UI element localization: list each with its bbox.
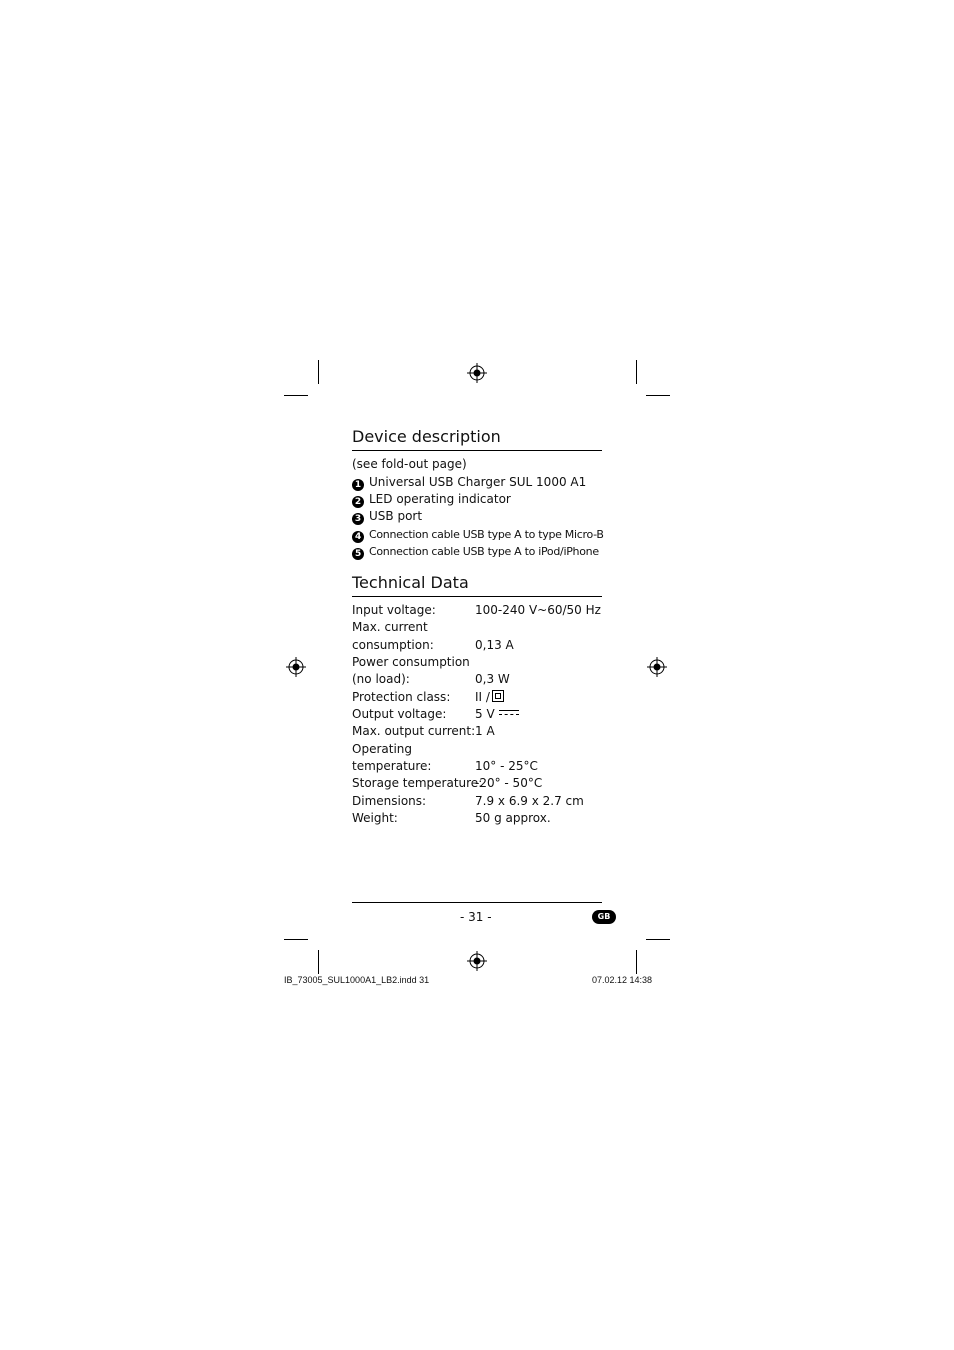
- list-item-text: Connection cable USB type A to iPod/iPhone: [369, 545, 599, 558]
- spec-label: Protection class:: [352, 690, 451, 704]
- spec-label: consumption:: [352, 638, 434, 652]
- slug-date-time: 07.02.12 14:38: [592, 975, 653, 985]
- item-number-badge: 2: [352, 496, 364, 508]
- registration-mark-icon: [467, 363, 487, 383]
- item-number-badge: 4: [352, 531, 364, 543]
- spec-label: Max. current: [352, 620, 428, 634]
- registration-mark-icon: [647, 657, 667, 677]
- spec-label: Weight:: [352, 811, 398, 825]
- fold-out-note: (see fold-out page): [352, 457, 467, 471]
- crop-mark: [646, 939, 670, 940]
- item-number-badge: 1: [352, 479, 364, 491]
- list-item: [352, 491, 511, 508]
- crop-mark: [284, 939, 308, 940]
- spec-label: Max. output current:: [352, 724, 476, 738]
- spec-value-output-voltage: [475, 706, 519, 723]
- footer-rule: [352, 902, 602, 903]
- spec-label: Output voltage:: [352, 707, 447, 721]
- spec-value: 100-240 V~60/50 Hz: [475, 603, 601, 617]
- spec-value: 10° - 25°C: [475, 759, 538, 773]
- spec-label: Input voltage:: [352, 603, 436, 617]
- spec-value: 5 V: [475, 707, 495, 721]
- crop-mark: [318, 950, 319, 974]
- crop-mark: [284, 395, 308, 396]
- section-heading-technical-data: Technical Data: [352, 573, 469, 592]
- language-badge: GB: [592, 910, 616, 924]
- spec-label: temperature:: [352, 759, 432, 773]
- slug-file-name: IB_73005_SUL1000A1_LB2.indd 31: [284, 975, 430, 985]
- item-number-badge: 3: [352, 513, 364, 525]
- list-item: [352, 543, 599, 560]
- crop-mark: [318, 360, 319, 384]
- spec-value-protection-class: [475, 689, 504, 706]
- spec-label: Power consumption: [352, 655, 470, 669]
- spec-value: 50 g approx.: [475, 811, 551, 825]
- spec-label: Operating: [352, 742, 412, 756]
- list-item: [352, 508, 422, 525]
- list-item-text: USB port: [369, 509, 423, 523]
- heading-rule: [352, 596, 602, 597]
- direct-current-icon: [499, 710, 519, 717]
- list-item-text: LED operating indicator: [369, 492, 511, 506]
- list-item-text: Connection cable USB type A to type Micro-B: [369, 528, 604, 541]
- spec-value: 1 A: [475, 724, 495, 738]
- spec-value: 7.9 x 6.9 x 2.7 cm: [475, 794, 584, 808]
- spec-label: (no load):: [352, 672, 410, 686]
- page-number: - 31 -: [460, 910, 492, 924]
- spec-value: II /: [475, 690, 490, 704]
- list-item: [352, 474, 586, 491]
- spec-value: 0,13 A: [475, 638, 514, 652]
- section-heading-device-description: Device description: [352, 427, 501, 446]
- list-item: [352, 526, 604, 543]
- item-number-badge: 5: [352, 548, 364, 560]
- spec-label: Dimensions:: [352, 794, 427, 808]
- registration-mark-icon: [286, 657, 306, 677]
- spec-value: 0,3 W: [475, 672, 510, 686]
- crop-mark: [646, 395, 670, 396]
- heading-rule: [352, 450, 602, 451]
- double-insulation-icon: [492, 690, 504, 702]
- crop-mark: [636, 360, 637, 384]
- list-item-text: Universal USB Charger SUL 1000 A1: [369, 475, 587, 489]
- crop-mark: [636, 950, 637, 974]
- registration-mark-icon: [467, 951, 487, 971]
- spec-value: -20° - 50°C: [475, 776, 543, 790]
- spec-label: Storage temperature:: [352, 776, 483, 790]
